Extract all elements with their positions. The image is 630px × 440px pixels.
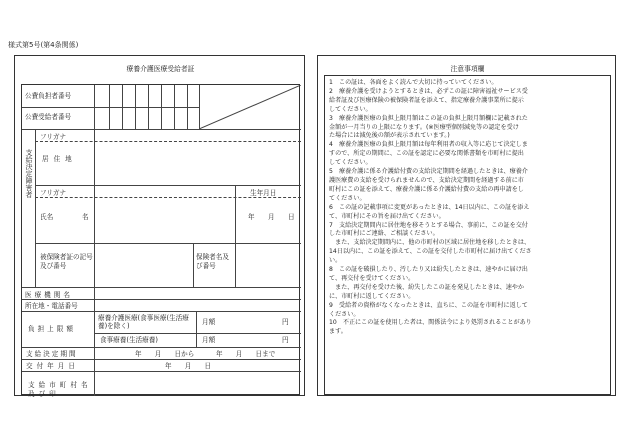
dob-month: 月	[268, 213, 275, 221]
notes-list	[329, 79, 606, 337]
notice-panel	[317, 55, 616, 396]
medical-yen: 円	[282, 318, 289, 326]
blank-diagonal	[199, 85, 301, 129]
meal-monthly-label: 月額	[202, 336, 216, 344]
insurer-no-label: 保険者名及び番号	[196, 253, 229, 270]
notice-line: 10 不正にこの証を使用した者は、関係法令により処罰されることがあり	[329, 319, 532, 327]
period-from: 年 月 日から	[135, 350, 195, 358]
notice-line: してください。	[329, 159, 372, 167]
notice-line: 給者証及び医療保険の被保険者証を添えて、指定療養介護事業所に提示	[329, 96, 524, 104]
meal-yen: 円	[282, 336, 289, 344]
medical-limit-label: 療養介護医療(食事医療(生活療養)を除く)	[98, 314, 189, 330]
side-label: 支給決定障害者	[25, 149, 33, 198]
medical-monthly-label: 月額	[202, 318, 216, 326]
notice-line: 9 受給者の資格がなくなったときは、直ちに、この証を市町村に返して	[329, 301, 528, 309]
notice-line: 7 支給決定期間内に居住地を移そうとする場合、事前に、この証を交付	[329, 221, 528, 229]
insurance-id-label: 被保険者証の記号及び番号	[40, 253, 93, 270]
notice-body	[324, 75, 611, 395]
name-label: 氏名	[40, 213, 54, 221]
notice-line: ます。	[329, 328, 347, 336]
institution-label: 医療機関名	[25, 291, 73, 299]
dob-year: 年	[248, 213, 255, 221]
institution-address-label: 所在地・電話番号	[25, 302, 78, 310]
notice-line: 5 療養介護に係る介護給付費の支給決定期間を経過したときは、療養介	[329, 168, 528, 176]
period-to: 年 月 日まで	[216, 350, 276, 358]
notice-line: すので、所定の期間に、この証を認定に必要な関係書類を市町村に提出	[329, 150, 524, 158]
period-label: 支給決定期間	[26, 350, 78, 358]
furigana-label: フリガナ	[40, 133, 67, 141]
notice-line: い。	[329, 257, 342, 265]
meal-limit-label: 食事療養(生活療養)	[100, 336, 158, 344]
recipient-no-label: 公費受給者番号	[25, 113, 72, 121]
notice-line: 3 療養介護医療の負担上限月額はこの証の負担上限月額欄に記載された	[329, 114, 528, 122]
notice-line: 1 この証は、各面をよく読んで大切に持っていてください。	[329, 79, 498, 86]
notice-line: 4 療養介護医療の負担上限月額は毎年利用者の収入等に応じて決定しま	[329, 141, 528, 149]
notice-line: て、再交付を受けてください。	[329, 274, 415, 282]
notice-line: してください。	[329, 105, 372, 113]
form-number: 様式第5号(第4条関係)	[8, 41, 79, 49]
certificate-panel	[14, 55, 305, 396]
certificate-table	[21, 84, 300, 398]
issue-date: 年 月 日	[165, 362, 212, 370]
notice-line: 護医療費の支給を受けられませんので、支給決定期間を経過する前に市	[329, 176, 524, 184]
notice-line: に、市町村に返してください。	[329, 292, 415, 300]
notice-line: 2 療養介護を受けようとするときは、必ずこの証に障害福祉サービス受	[329, 87, 528, 95]
address-label: 居住地	[42, 155, 77, 163]
notice-line: た場合には減免後の額が表示されています。)	[329, 132, 450, 140]
furigana2-label: フリガナ	[40, 189, 67, 197]
notice-line: また、再交付を受けた後、紛失したこの証を発見したときは、速やか	[329, 283, 524, 291]
municipality-label: 支給市町村名及び印	[28, 381, 92, 398]
notice-line: 金額が一月当りの上限になります。(※医療型個別減免等の認定を受け	[329, 123, 519, 131]
notice-line: 6 この証の記載事項に変更があったときは、14日以内に、この証を添え	[329, 203, 530, 211]
certificate-title: 療養介護医療受給者証	[126, 65, 195, 73]
notice-line: てください。	[329, 194, 366, 202]
notice-line: 14日以内に、この証を添えて、この証を交付した市町村に届け出てくださ	[329, 248, 532, 256]
notice-line: ください。	[329, 310, 360, 318]
name-label-2: 名	[82, 213, 89, 221]
notice-line: 町村にこの証を添えて、療養介護に係る介護給付費の支給の再申請をし	[329, 185, 524, 193]
notice-line: 8 この証を破損したり、汚したり又は紛失したときは、速やかに届け出	[329, 266, 528, 274]
dob-day: 日	[288, 213, 295, 221]
issue-label: 交付年月日	[26, 362, 79, 370]
notice-line: また、支給決定期間内に、他の市町村の区域に居住地を移したときは、	[329, 239, 531, 247]
notice-line: て、市町村にその旨を届け出てください。	[329, 212, 445, 220]
notice-line: した市町村にご連絡、ご相談ください。	[329, 230, 439, 238]
limit-label: 負担上限額	[28, 325, 76, 333]
payer-no-label: 公費負担者番号	[25, 92, 72, 100]
dob-label: 生年月日	[250, 189, 277, 197]
notice-title: 注意事項欄	[450, 65, 485, 73]
